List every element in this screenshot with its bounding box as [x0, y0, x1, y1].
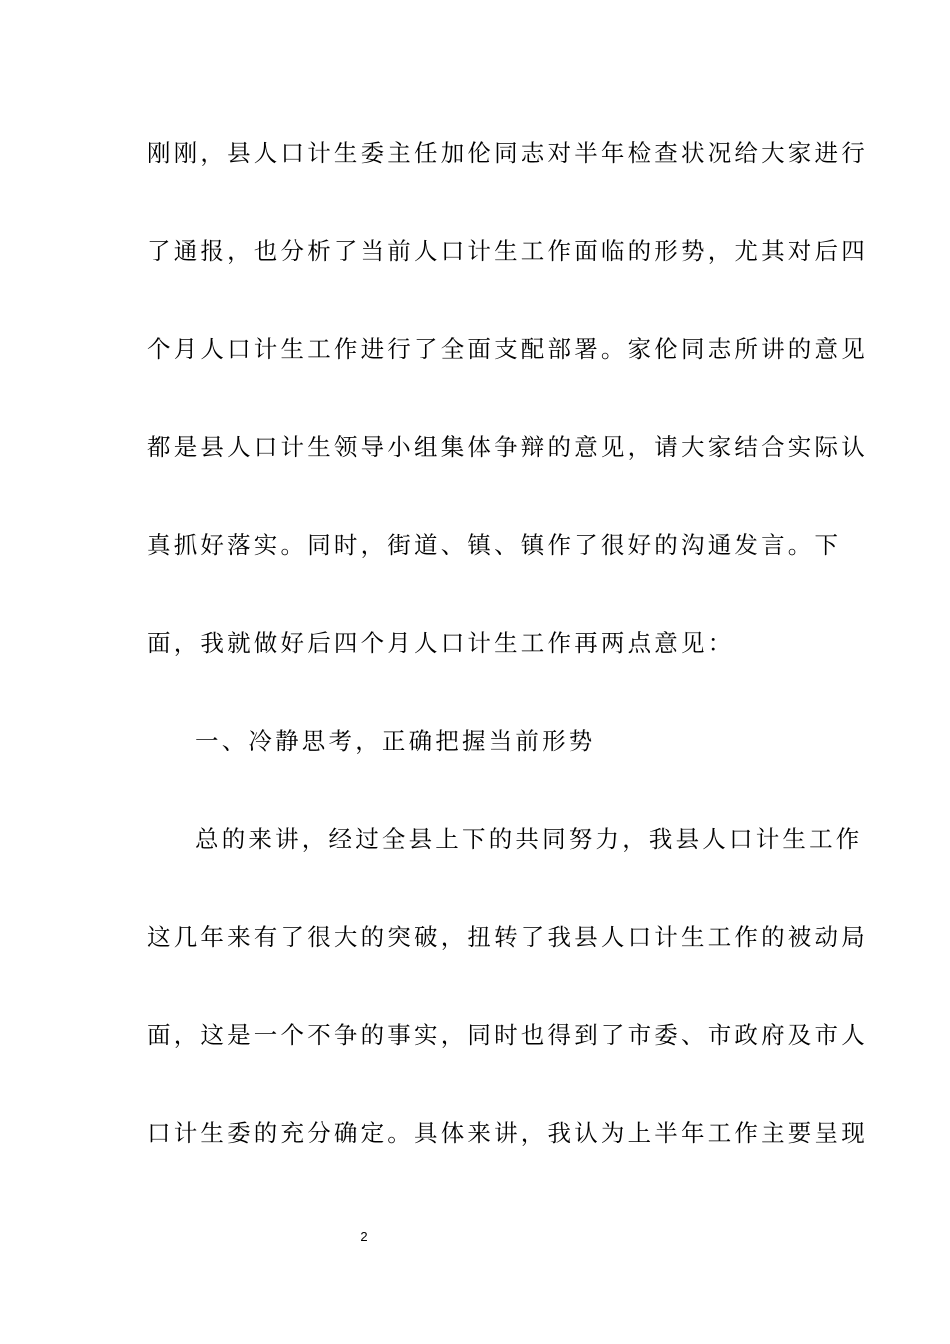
paragraph-line: 了通报，也分析了当前人口计生工作面临的形势，尤其对后四 [147, 237, 868, 265]
paragraph-line: 真抓好落实。同时，街道、镇、镇作了很好的沟通发言。下 [147, 531, 842, 559]
paragraph-line: 这几年来有了很大的突破，扭转了我县人口计生工作的被动局 [147, 923, 868, 951]
paragraph-line: 刚刚，县人口计生委主任加伦同志对半年检查状况给大家进行 [147, 139, 868, 167]
paragraph-line: 都是县人口计生领导小组集体争辩的意见，请大家结合实际认 [147, 433, 868, 461]
paragraph-line: 面，我就做好后四个月人口计生工作再两点意见： [147, 629, 735, 657]
paragraph-line: 口计生委的充分确定。具体来讲，我认为上半年工作主要呈现 [147, 1119, 868, 1147]
page-number: 2 [360, 1229, 368, 1244]
section-heading: 一、冷静思考，正确把握当前形势 [195, 727, 596, 755]
paragraph-line: 总的来讲，经过全县上下的共同努力，我县人口计生工作 [195, 825, 863, 853]
paragraph-line: 面，这是一个不争的事实，同时也得到了市委、市政府及市人 [147, 1021, 868, 1049]
paragraph-line: 个月人口计生工作进行了全面支配部署。家伦同志所讲的意见 [147, 335, 868, 363]
document-body [147, 128, 868, 1206]
